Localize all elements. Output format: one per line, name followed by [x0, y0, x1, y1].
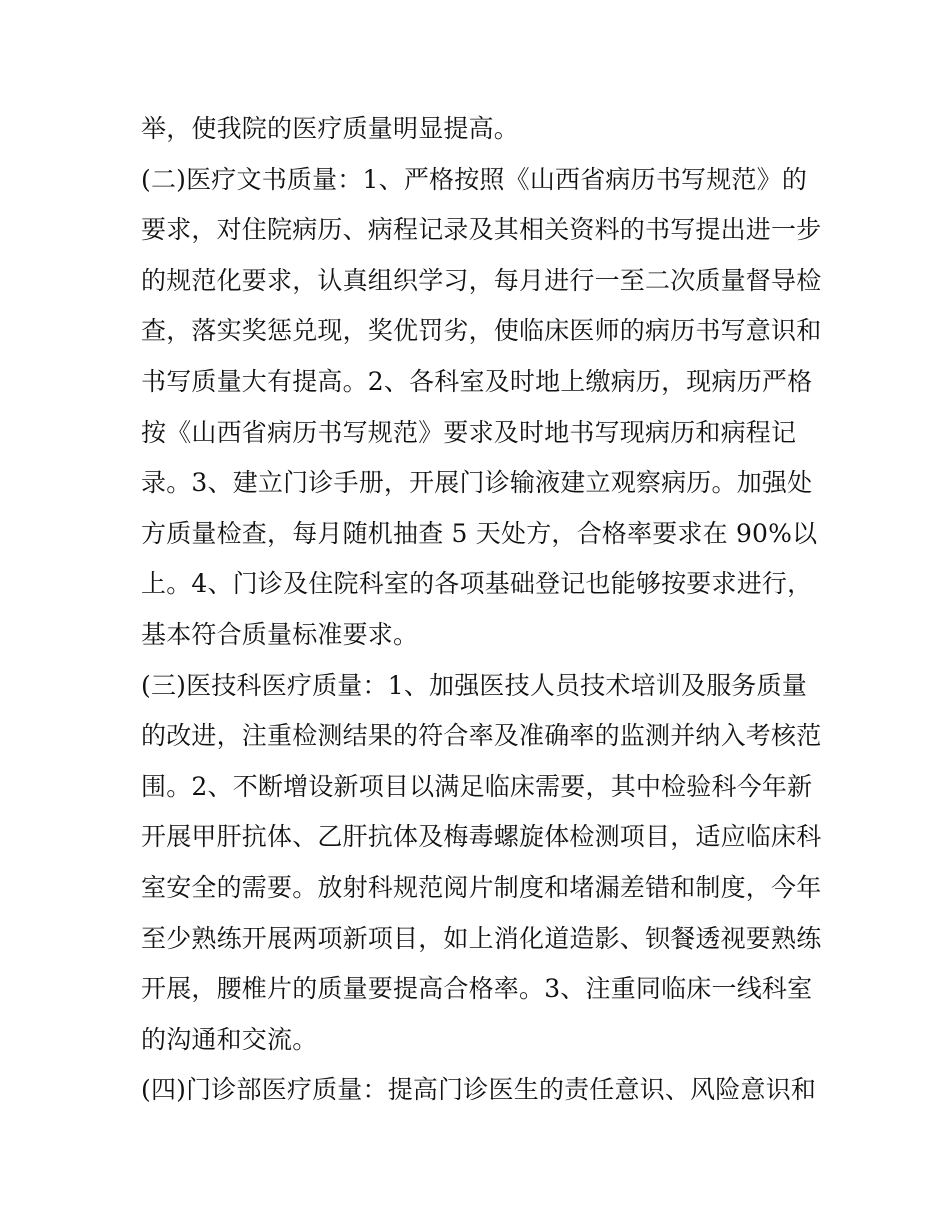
text-line: 基本符合质量标准要求。 [141, 620, 419, 649]
text-line: 上。4、门诊及住院科室的各项基础登记也能够按要求进行， [141, 569, 813, 598]
text-line: 室安全的需要。放射科规范阅片制度和堵漏差错和制度，今年 [141, 873, 822, 902]
text-line: 的规范化要求，认真组织学习，每月进行一至二次质量督导检 [141, 266, 822, 295]
text-line: 要求，对住院病历、病程记录及其相关资料的书写提出进一步 [141, 215, 822, 244]
text-line: (三)医技科医疗质量：1、加强医技人员技术培训及服务质量 [141, 671, 808, 700]
text-line: 至少熟练开展两项新项目，如上消化道造影、钡餐透视要熟练 [141, 924, 822, 953]
text-line: 方质量检查，每月随机抽查 5 天处方，合格率要求在 90%以 [141, 519, 818, 548]
text-line: 的改进，注重检测结果的符合率及准确率的监测并纳入考核范 [141, 721, 822, 750]
text-line: 书写质量大有提高。2、各科室及时地上缴病历，现病历严格 [141, 367, 813, 396]
text-line: 查，落实奖惩兑现，奖优罚劣，使临床医师的病历书写意识和 [141, 316, 822, 345]
text-line: 的沟通和交流。 [141, 1025, 318, 1054]
text-line: 按《山西省病历书写规范》要求及时地书写现病历和病程记 [141, 418, 797, 447]
text-line: (二)医疗文书质量：1、严格按照《山西省病历书写规范》的 [141, 165, 808, 194]
text-line: 举，使我院的医疗质量明显提高。 [141, 114, 520, 143]
text-line: 录。3、建立门诊手册，开展门诊输液建立观察病历。加强处 [141, 468, 813, 497]
text-line: 开展甲肝抗体、乙肝抗体及梅毒螺旋体检测项目，适应临床科 [141, 822, 822, 851]
text-line: 围。2、不断增设新项目以满足临床需要，其中检验科今年新 [141, 772, 813, 801]
text-line: (四)门诊部医疗质量：提高门诊医生的责任意识、风险意识和 [141, 1075, 817, 1104]
text-line: 开展，腰椎片的质量要提高合格率。3、注重同临床一线科室 [141, 974, 813, 1003]
